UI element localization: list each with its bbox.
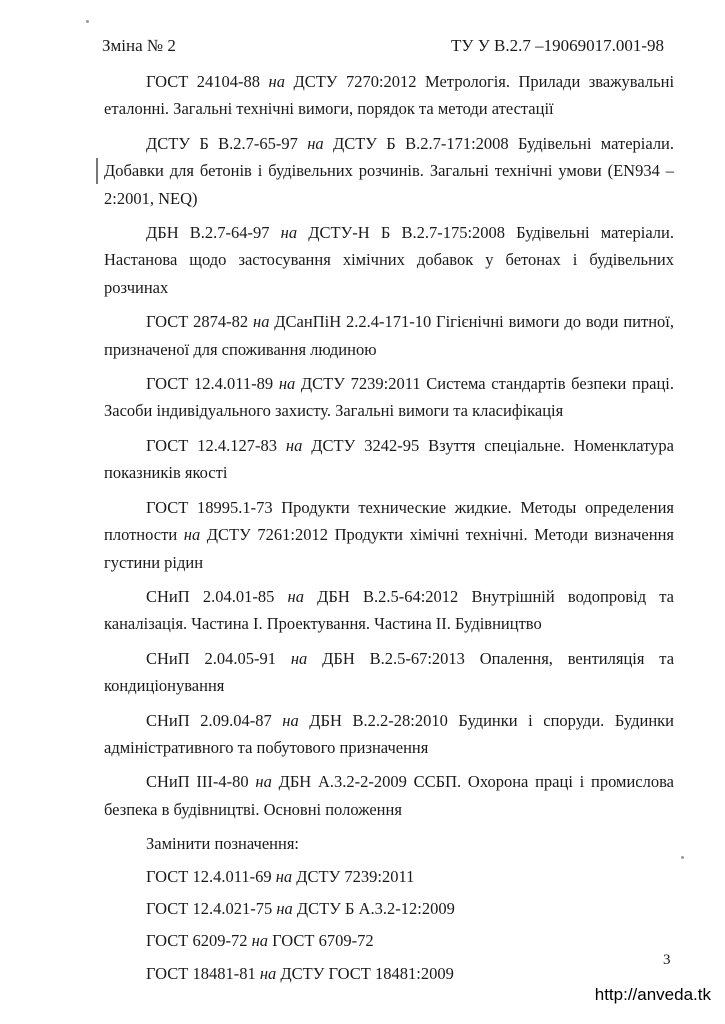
replacement-line xyxy=(104,863,674,890)
old-standard: ГОСТ 18481-81 xyxy=(146,963,256,983)
standard-paragraph xyxy=(104,432,674,487)
new-standard: ДБН В.2.5-67:2013 Опалення, вентиляція та кондиціонування xyxy=(104,648,675,696)
scan-speck xyxy=(86,20,89,23)
standard-paragraph xyxy=(104,494,674,576)
new-standard: ДБН В.2.5-64:2012 Внутрішній водопровід та каналізація. Частина І. Проектування. Частина ІІ. Будівництво xyxy=(104,586,674,634)
replacement-word: на xyxy=(287,586,304,606)
replacement-word: на xyxy=(307,133,324,153)
replacement-word: на xyxy=(183,525,201,545)
old-standard: ДСТУ Б В.2.7-65-97 xyxy=(146,133,298,153)
margin-pen-mark xyxy=(96,158,98,184)
standard-paragraph xyxy=(104,707,674,762)
replacement-word: на xyxy=(276,898,293,918)
old-standard: ГОСТ 12.4.011-89 xyxy=(146,374,274,394)
new-standard: ДБН В.2.2-28:2010 Будинки і споруди. Будинки адміністративного та побутового призначення xyxy=(104,710,675,757)
replacement-word: на xyxy=(282,710,299,730)
old-standard: ДБН В.2.7-64-97 xyxy=(146,223,270,243)
old-standard: ГОСТ 18995.1-73 Продукти технические жидкие. Методы определения плотности xyxy=(104,497,674,545)
site-watermark: http://anveda.tk xyxy=(594,985,711,1004)
new-standard: ДБН А.3.2-2-2009 ССБП. Охорона праці і промислова безпека в будівництві. Основні положення xyxy=(104,772,674,819)
replacement-word: на xyxy=(253,312,270,332)
old-standard: ГОСТ 12.4.021-75 xyxy=(146,898,273,918)
replacement-word: на xyxy=(259,963,277,983)
spec-code-header: ТУ У В.2.7 –19069017.001-98 xyxy=(451,36,664,55)
old-standard: СНиП 2.09.04-87 xyxy=(146,710,272,730)
replace-heading: Замінити позначення: xyxy=(146,834,299,854)
new-standard: ДСТУ 7261:2012 Продукти хімічні технічні. Методи визначення густини рідин xyxy=(104,525,675,572)
standard-paragraph xyxy=(104,308,674,363)
standard-paragraph xyxy=(104,219,674,301)
new-standard: ДСТУ 7270:2012 Метрологія. Прилади зважувальні еталонні. Загальні технічні вимоги, порядок та методи атестації xyxy=(104,72,675,119)
standard-paragraph xyxy=(104,583,674,638)
replacement-word: на xyxy=(278,374,296,394)
replacement-word: на xyxy=(275,866,293,886)
page-number: 3 xyxy=(663,952,671,968)
old-standard: ГОСТ 12.4.127-83 xyxy=(146,435,277,455)
new-standard: ДСТУ Б А.3.2-12:2009 xyxy=(296,898,455,918)
new-standard: ДСТУ ГОСТ 18481:2009 xyxy=(280,963,454,983)
old-standard: ГОСТ 2874-82 xyxy=(146,312,249,332)
old-standard: СНиП 2.04.01-85 xyxy=(146,586,275,606)
replacement-word: на xyxy=(290,648,308,668)
new-standard: ДСТУ Б В.2.7-171:2008 Будівельні матеріали. Добавки для бетонів і будівельних розчинів. Загальні технічні умови (EN934 – 2:2001, NEQ) xyxy=(104,133,675,208)
standard-paragraph xyxy=(104,645,674,700)
document-body xyxy=(104,68,674,992)
change-number-header: Зміна № 2 xyxy=(102,36,176,55)
replacement-word: на xyxy=(251,931,269,951)
scan-speck xyxy=(681,856,684,859)
replacement-word: на xyxy=(285,435,303,455)
old-standard: ГОСТ 12.4.011-69 xyxy=(146,866,272,886)
standard-paragraph xyxy=(104,768,674,823)
replacement-word: на xyxy=(255,772,272,792)
new-standard: ДСТУ 3242-95 Взуття спеціальне. Номенклатура показників якості xyxy=(104,435,675,483)
new-standard: ДСТУ-Н Б В.2.7-175:2008 Будівельні матеріали. Настанова щодо застосування хімічних добавок у бетонах і будівельних розчинах xyxy=(104,223,674,297)
new-standard: ГОСТ 6709-72 xyxy=(272,931,374,951)
standard-paragraph xyxy=(104,68,674,123)
old-standard: СНиП 2.04.05-91 xyxy=(146,648,276,668)
replacement-line xyxy=(104,927,674,954)
replacement-line xyxy=(104,960,674,987)
new-standard: ДСанПіН 2.2.4-171-10 Гігієнічні вимоги до води питної, призначеної для споживання людиною xyxy=(104,312,674,359)
replacement-word: на xyxy=(268,72,285,91)
old-standard: ГОСТ 6209-72 xyxy=(146,931,248,951)
old-standard: ГОСТ 24104-88 xyxy=(146,72,261,91)
old-standard: СНиП ІІІ-4-80 xyxy=(146,772,249,792)
replacement-word: на xyxy=(280,223,298,243)
new-standard: ДСТУ 7239:2011 xyxy=(296,866,415,886)
new-standard: ДСТУ 7239:2011 Система стандартів безпеки праці. Засоби індивідуального захисту. Загальні вимоги та класифікація xyxy=(104,374,674,421)
standard-paragraph xyxy=(104,370,674,425)
replacement-line xyxy=(104,895,674,922)
standard-paragraph xyxy=(104,130,674,212)
